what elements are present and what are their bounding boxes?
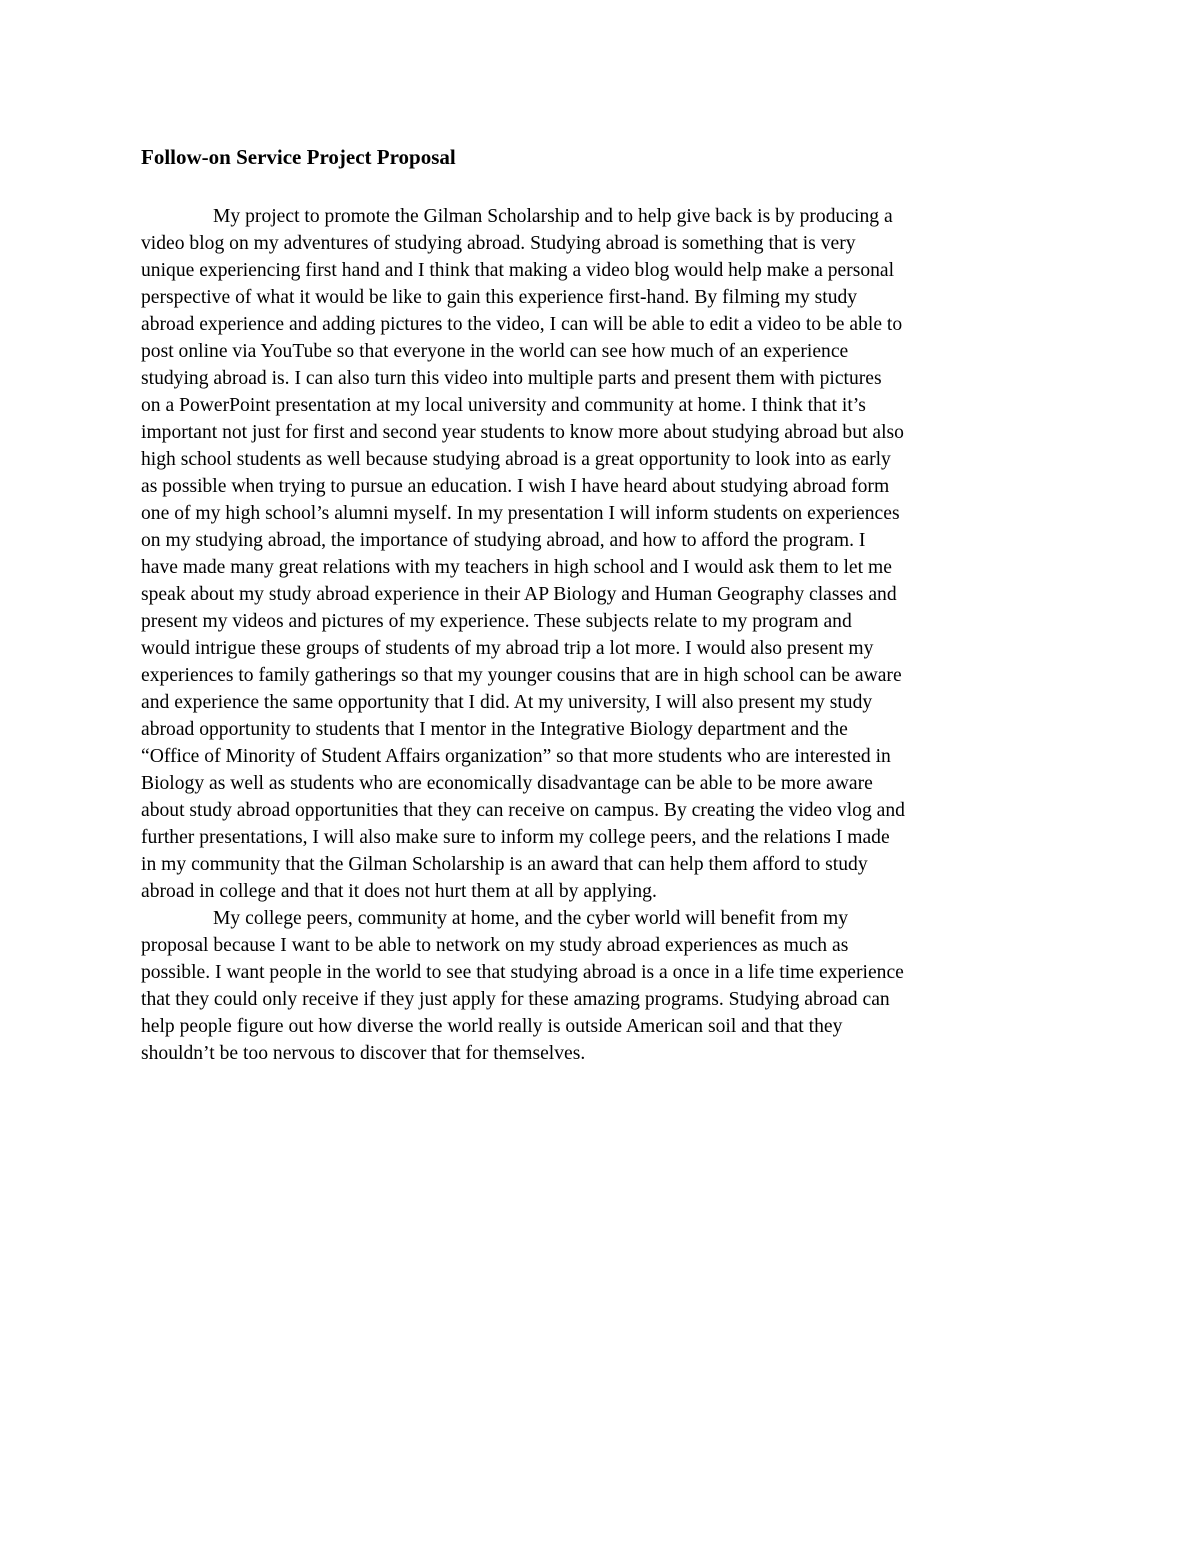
paragraph-line: My college peers, community at home, and the cyber world will benefit from my (213, 908, 848, 929)
paragraph-line: experiences to family gatherings so that my younger cousins that are in high school can be aware (141, 665, 902, 686)
paragraph-line: present my videos and pictures of my experience. These subjects relate to my program and (141, 611, 852, 632)
paragraph-line: speak about my study abroad experience in their AP Biology and Human Geography classes and (141, 584, 897, 605)
paragraph-line: would intrigue these groups of students of my abroad trip a lot more. I would also present my (141, 638, 874, 659)
paragraph-line: proposal because I want to be able to network on my study abroad experiences as much as (141, 935, 849, 956)
paragraph-line: in my community that the Gilman Scholarship is an award that can help them afford to study (141, 854, 868, 875)
paragraph-line: studying abroad is. I can also turn this video into multiple parts and present them with pictures (141, 368, 882, 389)
paragraph-line: Biology as well as students who are economically disadvantage can be able to be more aware (141, 773, 873, 794)
paragraph-line: on my studying abroad, the importance of studying abroad, and how to afford the program. I (141, 530, 866, 551)
paragraph-1 (141, 203, 1081, 905)
paragraph-line: unique experiencing first hand and I think that making a video blog would help make a personal (141, 260, 895, 281)
paragraph-line: video blog on my adventures of studying abroad. Studying abroad is something that is very (141, 233, 856, 254)
paragraph-line: one of my high school’s alumni myself. In my presentation I will inform students on experiences (141, 503, 900, 524)
paragraph-line: and experience the same opportunity that I did. At my university, I will also present my study (141, 692, 873, 713)
document-title: Follow-on Service Project Proposal (141, 145, 456, 169)
paragraph-line: that they could only receive if they just apply for these amazing programs. Studying abroad can (141, 989, 890, 1010)
paragraph-2 (141, 905, 1081, 1067)
paragraph-line: “Office of Minority of Student Affairs organization” so that more students who are interested in (141, 746, 891, 767)
document-body (141, 143, 1081, 1067)
paragraph-line: post online via YouTube so that everyone in the world can see how much of an experience (141, 341, 849, 362)
paragraph-line: on a PowerPoint presentation at my local university and community at home. I think that it’s (141, 395, 866, 416)
paragraph-line: further presentations, I will also make sure to inform my college peers, and the relations I made (141, 827, 890, 848)
paragraph-line: help people figure out how diverse the world really is outside American soil and that they (141, 1016, 843, 1037)
paragraph-line: abroad opportunity to students that I mentor in the Integrative Biology department and the (141, 719, 848, 740)
paragraph-line: abroad in college and that it does not hurt them at all by applying. (141, 881, 657, 902)
paragraph-line: have made many great relations with my teachers in high school and I would ask them to let me (141, 557, 892, 578)
paragraph-line: about study abroad opportunities that they can receive on campus. By creating the video vlog and (141, 800, 905, 821)
paragraph-line: shouldn’t be too nervous to discover that for themselves. (141, 1043, 586, 1064)
paragraph-line: as possible when trying to pursue an education. I wish I have heard about studying abroad form (141, 476, 890, 497)
paragraph-line: high school students as well because studying abroad is a great opportunity to look into as early (141, 449, 891, 470)
paragraph-line: My project to promote the Gilman Scholarship and to help give back is by producing a (213, 206, 893, 227)
paragraph-line: important not just for first and second year students to know more about studying abroad but also (141, 422, 904, 443)
paragraph-line: possible. I want people in the world to see that studying abroad is a once in a life time experience (141, 962, 904, 983)
paragraph-line: abroad experience and adding pictures to the video, I can will be able to edit a video to be able to (141, 314, 903, 335)
paragraph-line: perspective of what it would be like to gain this experience first-hand. By filming my study (141, 287, 858, 308)
